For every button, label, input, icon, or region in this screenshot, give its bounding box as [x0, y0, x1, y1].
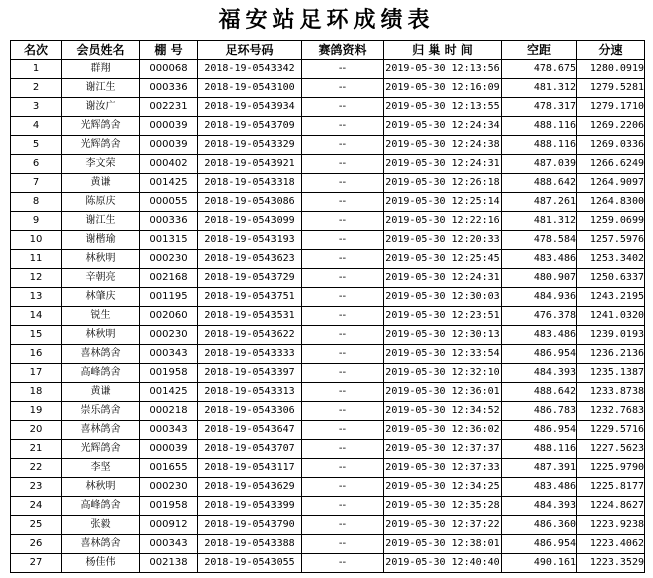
loft-number-cell: 000055	[140, 193, 198, 212]
distance-cell: 483.486	[502, 326, 577, 345]
member-name-cell: 谢汝广	[62, 98, 140, 117]
speed-cell: 1241.0320	[577, 307, 645, 326]
member-name-cell: 崇乐鸽舍	[62, 402, 140, 421]
arrival-time-cell: 2019-05-30 12:37:22	[384, 516, 502, 535]
ring-number-cell: 2018-19-0543318	[198, 174, 302, 193]
table-row	[11, 364, 645, 383]
member-name-cell: 高峰鸽舍	[62, 497, 140, 516]
arrival-time-cell: 2019-05-30 12:33:54	[384, 345, 502, 364]
rank-cell: 9	[11, 212, 62, 231]
rank-cell: 25	[11, 516, 62, 535]
table-row	[11, 250, 645, 269]
member-name-cell: 喜林鸽舍	[62, 345, 140, 364]
table-row	[11, 383, 645, 402]
table-row	[11, 478, 645, 497]
pigeon-info-cell: --	[302, 326, 384, 345]
member-name-cell: 黄谦	[62, 383, 140, 402]
ring-number-cell: 2018-19-0543397	[198, 364, 302, 383]
distance-cell: 483.486	[502, 250, 577, 269]
arrival-time-cell: 2019-05-30 12:16:09	[384, 79, 502, 98]
loft-number-cell: 001958	[140, 497, 198, 516]
col-header-info: 赛鸽资料	[302, 41, 384, 60]
pigeon-info-cell: --	[302, 459, 384, 478]
loft-number-cell: 000912	[140, 516, 198, 535]
ring-number-cell: 2018-19-0543342	[198, 60, 302, 79]
table-row	[11, 269, 645, 288]
speed-cell: 1259.0699	[577, 212, 645, 231]
header-row	[11, 41, 645, 60]
page-title: 福安站足环成绩表	[218, 7, 435, 33]
col-header-ring: 棚 号	[140, 41, 198, 60]
member-name-cell: 光辉鸽舍	[62, 136, 140, 155]
member-name-cell: 林肇庆	[62, 288, 140, 307]
distance-cell: 486.954	[502, 535, 577, 554]
pigeon-info-cell: --	[302, 117, 384, 136]
distance-cell: 484.393	[502, 497, 577, 516]
distance-cell: 486.954	[502, 421, 577, 440]
speed-cell: 1269.2206	[577, 117, 645, 136]
member-name-cell: 谢江生	[62, 79, 140, 98]
pigeon-info-cell: --	[302, 136, 384, 155]
arrival-time-cell: 2019-05-30 12:24:38	[384, 136, 502, 155]
speed-cell: 1224.8627	[577, 497, 645, 516]
speed-cell: 1264.8300	[577, 193, 645, 212]
pigeon-info-cell: --	[302, 421, 384, 440]
ring-number-cell: 2018-19-0543934	[198, 98, 302, 117]
arrival-time-cell: 2019-05-30 12:25:14	[384, 193, 502, 212]
pigeon-info-cell: --	[302, 307, 384, 326]
loft-number-cell: 000039	[140, 440, 198, 459]
member-name-cell: 谢楷瑜	[62, 231, 140, 250]
rank-cell: 24	[11, 497, 62, 516]
ring-number-cell: 2018-19-0543086	[198, 193, 302, 212]
rank-cell: 15	[11, 326, 62, 345]
distance-cell: 486.360	[502, 516, 577, 535]
speed-cell: 1264.9097	[577, 174, 645, 193]
pigeon-info-cell: --	[302, 440, 384, 459]
col-header-speed: 分速	[577, 41, 645, 60]
member-name-cell: 陈原庆	[62, 193, 140, 212]
ring-number-cell: 2018-19-0543193	[198, 231, 302, 250]
table-row	[11, 440, 645, 459]
speed-cell: 1279.1710	[577, 98, 645, 117]
loft-number-cell: 000336	[140, 212, 198, 231]
speed-cell: 1233.8738	[577, 383, 645, 402]
rank-cell: 5	[11, 136, 62, 155]
ring-number-cell: 2018-19-0543623	[198, 250, 302, 269]
ring-number-cell: 2018-19-0543629	[198, 478, 302, 497]
speed-cell: 1232.7683	[577, 402, 645, 421]
rank-cell: 12	[11, 269, 62, 288]
member-name-cell: 黄谦	[62, 174, 140, 193]
speed-cell: 1269.0336	[577, 136, 645, 155]
pigeon-info-cell: --	[302, 554, 384, 573]
rank-cell: 1	[11, 60, 62, 79]
pigeon-info-cell: --	[302, 60, 384, 79]
pigeon-info-cell: --	[302, 98, 384, 117]
table-row	[11, 155, 645, 174]
distance-cell: 480.907	[502, 269, 577, 288]
rank-cell: 2	[11, 79, 62, 98]
distance-cell: 487.039	[502, 155, 577, 174]
member-name-cell: 辛朝亮	[62, 269, 140, 288]
distance-cell: 487.261	[502, 193, 577, 212]
member-name-cell: 杨佳伟	[62, 554, 140, 573]
loft-number-cell: 000218	[140, 402, 198, 421]
col-header-code: 足环号码	[198, 41, 302, 60]
distance-cell: 488.642	[502, 174, 577, 193]
rank-cell: 20	[11, 421, 62, 440]
loft-number-cell: 000230	[140, 250, 198, 269]
distance-cell: 488.642	[502, 383, 577, 402]
ring-number-cell: 2018-19-0543647	[198, 421, 302, 440]
loft-number-cell: 001195	[140, 288, 198, 307]
loft-number-cell: 000343	[140, 345, 198, 364]
col-header-name: 会员姓名	[62, 41, 140, 60]
table-row	[11, 288, 645, 307]
arrival-time-cell: 2019-05-30 12:40:40	[384, 554, 502, 573]
distance-cell: 488.116	[502, 117, 577, 136]
loft-number-cell: 000039	[140, 117, 198, 136]
table-row	[11, 79, 645, 98]
ring-number-cell: 2018-19-0543531	[198, 307, 302, 326]
pigeon-info-cell: --	[302, 516, 384, 535]
speed-cell: 1223.4062	[577, 535, 645, 554]
member-name-cell: 林秋明	[62, 326, 140, 345]
distance-cell: 483.486	[502, 478, 577, 497]
rank-cell: 6	[11, 155, 62, 174]
rank-cell: 16	[11, 345, 62, 364]
rank-cell: 10	[11, 231, 62, 250]
pigeon-info-cell: --	[302, 250, 384, 269]
table-row	[11, 60, 645, 79]
table-row	[11, 345, 645, 364]
arrival-time-cell: 2019-05-30 12:13:55	[384, 98, 502, 117]
col-header-dist: 空距	[502, 41, 577, 60]
distance-cell: 481.312	[502, 212, 577, 231]
speed-cell: 1235.1387	[577, 364, 645, 383]
ring-number-cell: 2018-19-0543388	[198, 535, 302, 554]
distance-cell: 481.312	[502, 79, 577, 98]
table-row	[11, 174, 645, 193]
rank-cell: 4	[11, 117, 62, 136]
member-name-cell: 李文荣	[62, 155, 140, 174]
arrival-time-cell: 2019-05-30 12:24:31	[384, 269, 502, 288]
table-row	[11, 402, 645, 421]
col-header-rank: 名次	[11, 41, 62, 60]
loft-number-cell: 002138	[140, 554, 198, 573]
member-name-cell: 喜林鸽舍	[62, 535, 140, 554]
table-row	[11, 98, 645, 117]
rank-cell: 17	[11, 364, 62, 383]
ring-number-cell: 2018-19-0543329	[198, 136, 302, 155]
ring-number-cell: 2018-19-0543707	[198, 440, 302, 459]
arrival-time-cell: 2019-05-30 12:38:01	[384, 535, 502, 554]
member-name-cell: 林秋明	[62, 478, 140, 497]
pigeon-info-cell: --	[302, 231, 384, 250]
speed-cell: 1227.5623	[577, 440, 645, 459]
pigeon-info-cell: --	[302, 535, 384, 554]
member-name-cell: 群翔	[62, 60, 140, 79]
table-row	[11, 421, 645, 440]
rank-cell: 11	[11, 250, 62, 269]
distance-cell: 486.954	[502, 345, 577, 364]
loft-number-cell: 002231	[140, 98, 198, 117]
table-row	[11, 497, 645, 516]
member-name-cell: 张毅	[62, 516, 140, 535]
distance-cell: 478.317	[502, 98, 577, 117]
arrival-time-cell: 2019-05-30 12:13:56	[384, 60, 502, 79]
pigeon-info-cell: --	[302, 174, 384, 193]
loft-number-cell: 000230	[140, 326, 198, 345]
rank-cell: 13	[11, 288, 62, 307]
rank-cell: 27	[11, 554, 62, 573]
table-row	[11, 459, 645, 478]
distance-cell: 490.161	[502, 554, 577, 573]
ring-number-cell: 2018-19-0543709	[198, 117, 302, 136]
ring-number-cell: 2018-19-0543790	[198, 516, 302, 535]
pigeon-info-cell: --	[302, 269, 384, 288]
loft-number-cell: 001425	[140, 383, 198, 402]
rank-cell: 21	[11, 440, 62, 459]
arrival-time-cell: 2019-05-30 12:30:13	[384, 326, 502, 345]
member-name-cell: 喜林鸽舍	[62, 421, 140, 440]
loft-number-cell: 001315	[140, 231, 198, 250]
loft-number-cell: 002168	[140, 269, 198, 288]
loft-number-cell: 000402	[140, 155, 198, 174]
speed-cell: 1279.5281	[577, 79, 645, 98]
speed-cell: 1223.3529	[577, 554, 645, 573]
speed-cell: 1266.6249	[577, 155, 645, 174]
arrival-time-cell: 2019-05-30 12:25:45	[384, 250, 502, 269]
table-row	[11, 117, 645, 136]
member-name-cell: 高峰鸽舍	[62, 364, 140, 383]
table-row	[11, 212, 645, 231]
ring-number-cell: 2018-19-0543117	[198, 459, 302, 478]
table-row	[11, 231, 645, 250]
rank-cell: 26	[11, 535, 62, 554]
ring-number-cell: 2018-19-0543333	[198, 345, 302, 364]
speed-cell: 1243.2195	[577, 288, 645, 307]
rank-cell: 8	[11, 193, 62, 212]
speed-cell: 1225.8177	[577, 478, 645, 497]
member-name-cell: 谢江生	[62, 212, 140, 231]
rank-cell: 7	[11, 174, 62, 193]
speed-cell: 1239.0193	[577, 326, 645, 345]
distance-cell: 486.783	[502, 402, 577, 421]
rank-cell: 14	[11, 307, 62, 326]
distance-cell: 488.116	[502, 440, 577, 459]
loft-number-cell: 001958	[140, 364, 198, 383]
speed-cell: 1250.6337	[577, 269, 645, 288]
pigeon-info-cell: --	[302, 402, 384, 421]
pigeon-info-cell: --	[302, 383, 384, 402]
speed-cell: 1253.3402	[577, 250, 645, 269]
distance-cell: 484.936	[502, 288, 577, 307]
table-row	[11, 516, 645, 535]
arrival-time-cell: 2019-05-30 12:26:18	[384, 174, 502, 193]
ring-number-cell: 2018-19-0543055	[198, 554, 302, 573]
col-header-time: 归 巢 时 间	[384, 41, 502, 60]
arrival-time-cell: 2019-05-30 12:23:51	[384, 307, 502, 326]
member-name-cell: 李坚	[62, 459, 140, 478]
speed-cell: 1257.5976	[577, 231, 645, 250]
table-row	[11, 535, 645, 554]
ring-number-cell: 2018-19-0543099	[198, 212, 302, 231]
ring-number-cell: 2018-19-0543729	[198, 269, 302, 288]
ring-number-cell: 2018-19-0543921	[198, 155, 302, 174]
distance-cell: 476.378	[502, 307, 577, 326]
rank-cell: 3	[11, 98, 62, 117]
pigeon-info-cell: --	[302, 155, 384, 174]
speed-cell: 1280.0919	[577, 60, 645, 79]
loft-number-cell: 000343	[140, 535, 198, 554]
table-body	[11, 60, 645, 573]
ring-number-cell: 2018-19-0543751	[198, 288, 302, 307]
table-row	[11, 136, 645, 155]
loft-number-cell: 001655	[140, 459, 198, 478]
loft-number-cell: 001425	[140, 174, 198, 193]
table-row	[11, 307, 645, 326]
ring-number-cell: 2018-19-0543313	[198, 383, 302, 402]
loft-number-cell: 002060	[140, 307, 198, 326]
loft-number-cell: 000039	[140, 136, 198, 155]
arrival-time-cell: 2019-05-30 12:24:34	[384, 117, 502, 136]
arrival-time-cell: 2019-05-30 12:22:16	[384, 212, 502, 231]
member-name-cell: 光辉鸽舍	[62, 117, 140, 136]
pigeon-info-cell: --	[302, 288, 384, 307]
arrival-time-cell: 2019-05-30 12:34:52	[384, 402, 502, 421]
table-row	[11, 193, 645, 212]
distance-cell: 478.675	[502, 60, 577, 79]
arrival-time-cell: 2019-05-30 12:32:10	[384, 364, 502, 383]
loft-number-cell: 000343	[140, 421, 198, 440]
arrival-time-cell: 2019-05-30 12:35:28	[384, 497, 502, 516]
distance-cell: 488.116	[502, 136, 577, 155]
pigeon-info-cell: --	[302, 212, 384, 231]
pigeon-info-cell: --	[302, 478, 384, 497]
arrival-time-cell: 2019-05-30 12:36:02	[384, 421, 502, 440]
ring-number-cell: 2018-19-0543306	[198, 402, 302, 421]
arrival-time-cell: 2019-05-30 12:20:33	[384, 231, 502, 250]
distance-cell: 478.584	[502, 231, 577, 250]
table-row	[11, 326, 645, 345]
distance-cell: 487.391	[502, 459, 577, 478]
speed-cell: 1223.9238	[577, 516, 645, 535]
arrival-time-cell: 2019-05-30 12:34:25	[384, 478, 502, 497]
arrival-time-cell: 2019-05-30 12:37:33	[384, 459, 502, 478]
pigeon-info-cell: --	[302, 79, 384, 98]
speed-cell: 1229.5716	[577, 421, 645, 440]
member-name-cell: 光辉鸽舍	[62, 440, 140, 459]
arrival-time-cell: 2019-05-30 12:37:37	[384, 440, 502, 459]
rank-cell: 18	[11, 383, 62, 402]
distance-cell: 484.393	[502, 364, 577, 383]
ring-number-cell: 2018-19-0543100	[198, 79, 302, 98]
speed-cell: 1225.9790	[577, 459, 645, 478]
pigeon-info-cell: --	[302, 364, 384, 383]
table-row	[11, 554, 645, 573]
rank-cell: 22	[11, 459, 62, 478]
loft-number-cell: 000068	[140, 60, 198, 79]
rank-cell: 19	[11, 402, 62, 421]
speed-cell: 1236.2136	[577, 345, 645, 364]
member-name-cell: 林秋明	[62, 250, 140, 269]
pigeon-info-cell: --	[302, 193, 384, 212]
ring-number-cell: 2018-19-0543399	[198, 497, 302, 516]
arrival-time-cell: 2019-05-30 12:24:31	[384, 155, 502, 174]
loft-number-cell: 000230	[140, 478, 198, 497]
pigeon-info-cell: --	[302, 345, 384, 364]
results-table	[10, 40, 645, 573]
ring-number-cell: 2018-19-0543622	[198, 326, 302, 345]
loft-number-cell: 000336	[140, 79, 198, 98]
arrival-time-cell: 2019-05-30 12:36:01	[384, 383, 502, 402]
arrival-time-cell: 2019-05-30 12:30:03	[384, 288, 502, 307]
member-name-cell: 锐生	[62, 307, 140, 326]
pigeon-info-cell: --	[302, 497, 384, 516]
rank-cell: 23	[11, 478, 62, 497]
